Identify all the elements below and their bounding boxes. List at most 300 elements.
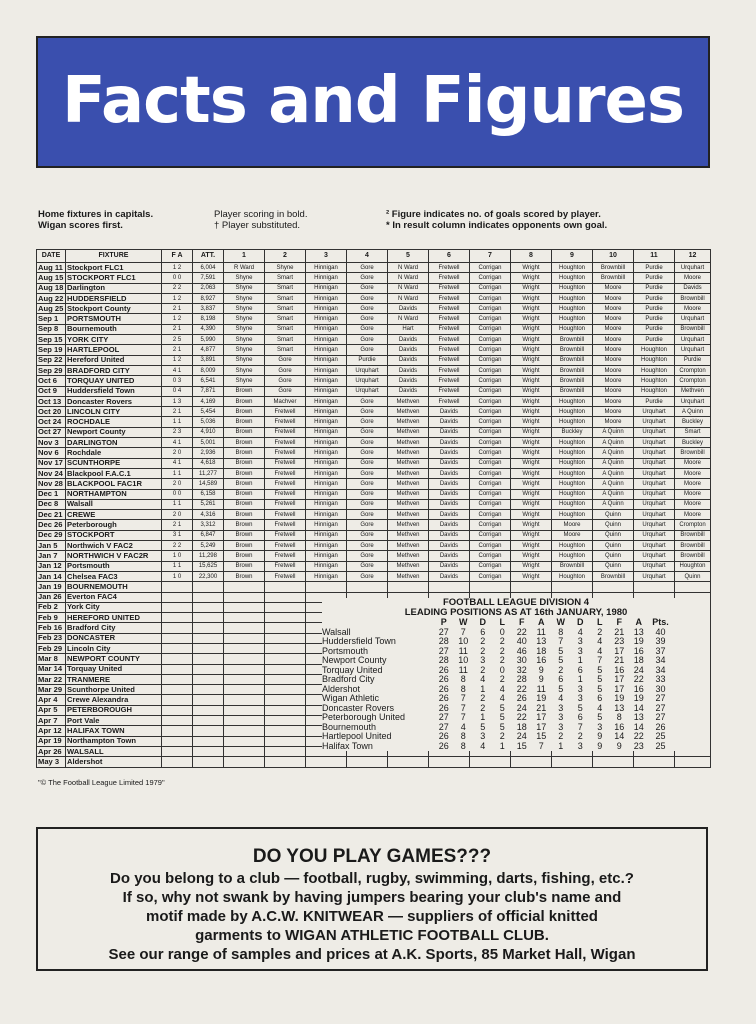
table-cell: 1 2 xyxy=(162,314,193,324)
table-cell: 2 5 xyxy=(162,335,193,345)
league-cell: 4 xyxy=(597,636,603,646)
table-cell: Gore xyxy=(347,571,388,581)
table-cell: Brownbill xyxy=(675,551,711,561)
table-cell: Hinnigan xyxy=(306,551,347,561)
table-cell: Wright xyxy=(511,304,552,314)
table-cell: Smart xyxy=(265,304,306,314)
table-cell: Gore xyxy=(347,468,388,478)
table-cell: Houghton xyxy=(552,571,593,581)
league-cell: 30 xyxy=(655,683,666,694)
table-cell: Davids xyxy=(388,335,429,345)
fixture-date: Nov 28 xyxy=(37,479,66,489)
table-cell: Davids xyxy=(388,345,429,355)
league-cell: 21 xyxy=(614,626,625,637)
fixture-name: YORK CITY xyxy=(66,335,162,345)
advert-heading: DO YOU PLAY GAMES??? xyxy=(252,846,492,867)
table-cell xyxy=(162,592,193,602)
table-cell xyxy=(193,592,224,602)
column-header: 3 xyxy=(306,250,347,263)
table-cell: Houghton xyxy=(552,304,593,314)
fixture-name: Stockport FLC1 xyxy=(66,263,162,273)
table-cell: Moore xyxy=(675,489,711,499)
table-cell xyxy=(265,592,306,602)
table-cell: Quinn xyxy=(593,520,634,530)
table-cell: Wright xyxy=(511,355,552,365)
league-cell: 3 xyxy=(558,702,564,713)
column-header: 11 xyxy=(634,250,675,263)
league-column-header: L xyxy=(597,617,603,627)
table-cell: Methven xyxy=(388,468,429,478)
table-cell: Shyne xyxy=(224,304,265,314)
table-row xyxy=(37,407,711,417)
table-cell: Methven xyxy=(388,407,429,417)
table-cell xyxy=(162,623,193,633)
table-cell: Wright xyxy=(511,376,552,386)
league-cell: 9 xyxy=(538,664,544,675)
table-cell: Houghton xyxy=(552,499,593,509)
table-cell xyxy=(511,757,552,768)
league-column-header: A xyxy=(635,617,642,627)
table-row xyxy=(37,335,711,345)
league-cell: 5 xyxy=(499,702,505,713)
fixture-name: SCUNTHORPE xyxy=(66,458,162,468)
table-cell: Purdie xyxy=(634,263,675,273)
table-cell: Fretwell xyxy=(429,283,470,293)
table-cell xyxy=(675,757,711,768)
league-cell: 4 xyxy=(499,693,505,703)
table-cell: Corrigan xyxy=(470,335,511,345)
league-cell: 4 xyxy=(480,740,486,751)
note-line: Home fixtures in capitals. xyxy=(38,209,154,220)
league-cell: 8 xyxy=(460,731,466,741)
table-cell: Gore xyxy=(265,376,306,386)
league-cell: 6 xyxy=(577,664,583,675)
league-cell: 0 xyxy=(499,664,505,675)
table-cell: Purdie xyxy=(675,355,711,365)
league-subtitle: LEADING POSITIONS AS AT 16th JANUARY, 1980 xyxy=(404,607,628,618)
table-cell: Corrigan xyxy=(470,304,511,314)
league-cell: 25 xyxy=(655,740,666,751)
table-cell: Wright xyxy=(511,479,552,489)
table-cell: 2 1 xyxy=(162,304,193,314)
league-cell: 24 xyxy=(633,664,644,675)
league-cell: 1 xyxy=(480,683,486,694)
table-cell: Houghton xyxy=(552,273,593,283)
fixture-date: Oct 6 xyxy=(37,376,66,386)
league-team: Peterborough United xyxy=(322,712,406,722)
league-cell: 39 xyxy=(655,636,666,646)
league-cell: 2 xyxy=(480,636,486,646)
table-cell: Shyne xyxy=(224,345,265,355)
table-cell: Fretwell xyxy=(265,468,306,478)
table-cell: Brownbill xyxy=(593,263,634,273)
table-cell: Gore xyxy=(347,489,388,499)
table-cell: Corrigan xyxy=(470,355,511,365)
table-cell: Moore xyxy=(593,365,634,375)
fixture-name: DONCASTER xyxy=(66,633,162,643)
table-cell: Moore xyxy=(593,324,634,334)
table-cell xyxy=(224,746,265,756)
note-line: ² Figure indicates no. of goals scored by player. xyxy=(386,209,601,220)
table-cell: Davids xyxy=(429,417,470,427)
table-cell: Moore xyxy=(675,273,711,283)
table-cell: 4 1 xyxy=(162,365,193,375)
fixture-date: Oct 20 xyxy=(37,407,66,417)
table-cell: Moore xyxy=(593,304,634,314)
table-cell: Methven xyxy=(388,530,429,540)
league-cell: 4 xyxy=(480,674,486,684)
fixture-name: Aldershot xyxy=(66,757,162,768)
table-cell: Brownbill xyxy=(552,345,593,355)
table-cell: 0 0 xyxy=(162,489,193,499)
table-cell: 8,198 xyxy=(193,314,224,324)
table-cell: Urquhart xyxy=(634,551,675,561)
table-cell xyxy=(265,582,306,592)
table-cell xyxy=(265,643,306,653)
table-cell: 4,618 xyxy=(193,458,224,468)
table-cell: Machver xyxy=(265,396,306,406)
table-cell: Houghton xyxy=(552,314,593,324)
league-cell: 10 xyxy=(458,636,469,646)
table-cell: Hinnigan xyxy=(306,345,347,355)
league-cell: 17 xyxy=(614,674,625,684)
fixture-date: Oct 24 xyxy=(37,417,66,427)
league-table-panel xyxy=(322,598,710,751)
table-cell: Houghton xyxy=(552,396,593,406)
table-cell: Purdie xyxy=(634,314,675,324)
table-cell: Gore xyxy=(347,263,388,273)
table-cell: Purdie xyxy=(634,273,675,283)
league-cell: 4 xyxy=(499,683,505,694)
table-cell xyxy=(388,757,429,768)
fixture-date: Oct 13 xyxy=(37,396,66,406)
advert-line: If so, why not swank by having jumpers bearing your club's name and xyxy=(122,889,622,906)
table-cell xyxy=(224,726,265,736)
copyright-note: "© The Football League Limited 1979" xyxy=(38,778,165,787)
league-cell: 16 xyxy=(633,683,644,694)
table-cell: Wright xyxy=(511,510,552,520)
table-cell xyxy=(265,654,306,664)
fixture-name: CREWE xyxy=(66,510,162,520)
table-cell: Hinnigan xyxy=(306,304,347,314)
league-cell: 17 xyxy=(536,712,547,722)
table-cell: Quinn xyxy=(593,530,634,540)
table-cell: Moore xyxy=(593,376,634,386)
league-cell: 27 xyxy=(438,721,449,732)
table-cell: Hinnigan xyxy=(306,283,347,293)
table-cell xyxy=(162,602,193,612)
table-cell xyxy=(193,654,224,664)
fixture-date: Apr 19 xyxy=(37,736,66,746)
table-cell: Smart xyxy=(265,335,306,345)
fixture-name: PETERBOROUGH xyxy=(66,705,162,715)
table-cell: Gore xyxy=(347,335,388,345)
fixture-date: Jan 26 xyxy=(37,592,66,602)
table-cell: A Quinn xyxy=(593,479,634,489)
table-cell xyxy=(193,736,224,746)
table-cell xyxy=(162,757,193,768)
table-cell: Corrigan xyxy=(470,520,511,530)
table-cell xyxy=(224,633,265,643)
table-cell xyxy=(265,664,306,674)
table-cell: Brown xyxy=(224,407,265,417)
league-cell: 2 xyxy=(499,731,505,741)
table-row xyxy=(37,438,711,448)
table-cell xyxy=(193,726,224,736)
table-cell: Fretwell xyxy=(429,324,470,334)
fixture-name: STOCKPORT xyxy=(66,530,162,540)
fixture-date: May 3 xyxy=(37,757,66,768)
table-cell: 5,990 xyxy=(193,335,224,345)
table-cell xyxy=(265,613,306,623)
table-cell: 2 3 xyxy=(162,427,193,437)
fixture-date: Feb 16 xyxy=(37,623,66,633)
league-cell: 18 xyxy=(633,655,644,665)
table-row xyxy=(37,489,711,499)
league-cell: 6 xyxy=(558,674,564,684)
table-cell xyxy=(265,736,306,746)
fixture-date: Jan 19 xyxy=(37,582,66,592)
table-row xyxy=(37,314,711,324)
table-cell: Houghton xyxy=(552,283,593,293)
table-cell: Brown xyxy=(224,510,265,520)
table-cell: N Ward xyxy=(388,283,429,293)
table-cell xyxy=(193,674,224,684)
fixture-date: Oct 27 xyxy=(37,427,66,437)
table-cell: Moore xyxy=(593,417,634,427)
column-header: 7 xyxy=(470,250,511,263)
table-cell: Corrigan xyxy=(470,571,511,581)
table-cell: Hinnigan xyxy=(306,396,347,406)
table-cell: Fretwell xyxy=(265,407,306,417)
table-cell: Fretwell xyxy=(429,386,470,396)
table-cell: Buckley xyxy=(675,438,711,448)
league-cell: 27 xyxy=(438,645,449,656)
table-cell: Moore xyxy=(593,396,634,406)
league-cell: 2 xyxy=(499,674,505,684)
league-cell: 26 xyxy=(438,693,449,703)
table-cell: Urquhart xyxy=(634,530,675,540)
table-cell: Smart xyxy=(265,293,306,303)
advert-line: See our range of samples and prices at A.K. Sports, 85 Market Hall, Wigan xyxy=(108,946,636,963)
league-title: FOOTBALL LEAGUE DIVISION 4 xyxy=(442,597,590,608)
fixture-date: Feb 2 xyxy=(37,602,66,612)
league-cell: 13 xyxy=(633,626,644,637)
table-cell: Hinnigan xyxy=(306,355,347,365)
table-cell: 14,589 xyxy=(193,479,224,489)
table-cell: Hinnigan xyxy=(306,365,347,375)
table-cell: Shyne xyxy=(265,263,306,273)
table-cell xyxy=(224,613,265,623)
table-cell: Houghton xyxy=(552,479,593,489)
table-row xyxy=(37,417,711,427)
table-row xyxy=(37,345,711,355)
fixture-date: Sep 29 xyxy=(37,365,66,375)
table-cell: Urquhart xyxy=(347,386,388,396)
table-cell: Wright xyxy=(511,427,552,437)
table-cell: Houghton xyxy=(552,407,593,417)
fixture-name: Bournemouth xyxy=(66,324,162,334)
table-row xyxy=(37,571,711,581)
table-cell: Wright xyxy=(511,448,552,458)
table-cell: Gore xyxy=(265,365,306,375)
table-cell: Gore xyxy=(347,283,388,293)
table-cell: Methven xyxy=(388,479,429,489)
table-cell: 3 1 xyxy=(162,530,193,540)
table-cell: A Quinn xyxy=(593,468,634,478)
table-cell: 4,316 xyxy=(193,510,224,520)
fixture-name: PORTSMOUTH xyxy=(66,314,162,324)
table-cell: Methven xyxy=(388,561,429,571)
table-cell xyxy=(224,592,265,602)
table-cell: Brownbill xyxy=(675,541,711,551)
table-cell: Fretwell xyxy=(265,479,306,489)
table-row xyxy=(37,582,711,592)
league-cell: 19 xyxy=(536,693,547,703)
league-cell: 27 xyxy=(438,626,449,637)
table-cell: 5,001 xyxy=(193,438,224,448)
league-cell: 2 xyxy=(499,636,505,646)
table-row xyxy=(37,757,711,768)
table-cell xyxy=(193,633,224,643)
table-cell: 1 2 xyxy=(162,355,193,365)
league-cell: 11 xyxy=(458,645,468,656)
league-cell: 26 xyxy=(438,702,449,713)
table-cell: 22,300 xyxy=(193,571,224,581)
table-cell xyxy=(593,757,634,768)
league-cell: 4 xyxy=(558,693,564,703)
table-row xyxy=(37,479,711,489)
table-cell: N Ward xyxy=(388,314,429,324)
league-cell: 30 xyxy=(516,655,527,665)
table-cell: Houghton xyxy=(552,541,593,551)
table-cell: Fretwell xyxy=(429,304,470,314)
column-header: 8 xyxy=(511,250,552,263)
table-cell: Corrigan xyxy=(470,417,511,427)
table-cell: Fretwell xyxy=(429,335,470,345)
fixture-name: BLACKPOOL FAC1R xyxy=(66,479,162,489)
table-cell: Moore xyxy=(675,479,711,489)
table-cell: Hinnigan xyxy=(306,335,347,345)
table-cell: Wright xyxy=(511,530,552,540)
table-cell: Methven xyxy=(388,396,429,406)
league-cell: 26 xyxy=(438,731,449,741)
table-cell: Brown xyxy=(224,571,265,581)
league-cell: 3 xyxy=(558,712,564,722)
league-cell: 37 xyxy=(655,645,666,656)
table-cell: Corrigan xyxy=(470,499,511,509)
table-cell: Brownbill xyxy=(552,386,593,396)
league-cell: 5 xyxy=(499,712,505,722)
table-cell xyxy=(675,582,711,592)
fixture-date: Dec 29 xyxy=(37,530,66,540)
league-column-header: W xyxy=(556,617,565,627)
table-cell xyxy=(193,757,224,768)
table-cell: Corrigan xyxy=(470,561,511,571)
table-cell: 2 1 xyxy=(162,345,193,355)
table-cell: Smart xyxy=(675,427,711,437)
table-cell: Wright xyxy=(511,489,552,499)
table-cell: Davids xyxy=(429,530,470,540)
league-cell: 4 xyxy=(597,645,603,656)
table-cell: 1 0 xyxy=(162,571,193,581)
fixture-date: Sep 15 xyxy=(37,335,66,345)
league-cell: 4 xyxy=(577,626,583,637)
table-cell: Urquhart xyxy=(675,396,711,406)
table-cell: Hart xyxy=(388,324,429,334)
table-cell: Methven xyxy=(388,541,429,551)
fixture-date: Jan 7 xyxy=(37,551,66,561)
table-cell: 2 1 xyxy=(162,407,193,417)
league-cell: 1 xyxy=(480,712,486,722)
table-cell: Urquhart xyxy=(675,335,711,345)
fixture-name: HARTLEPOOL xyxy=(66,345,162,355)
league-cell: 4 xyxy=(597,702,603,713)
league-cell: 16 xyxy=(614,721,625,732)
table-cell: A Quinn xyxy=(593,499,634,509)
table-cell: Corrigan xyxy=(470,396,511,406)
table-cell: Wright xyxy=(511,283,552,293)
table-cell: Smart xyxy=(265,283,306,293)
table-cell: Hinnigan xyxy=(306,448,347,458)
fixture-date: Sep 1 xyxy=(37,314,66,324)
league-cell: 3 xyxy=(577,693,583,703)
table-cell: Urquhart xyxy=(634,438,675,448)
table-cell: 7,591 xyxy=(193,273,224,283)
league-cell: 17 xyxy=(536,721,547,732)
table-cell xyxy=(162,726,193,736)
table-cell xyxy=(162,705,193,715)
league-cell: 25 xyxy=(655,731,666,741)
table-cell: A Quinn xyxy=(593,458,634,468)
table-cell: 1 3 xyxy=(162,396,193,406)
table-cell: Methven xyxy=(388,417,429,427)
fixture-date: Sep 8 xyxy=(37,324,66,334)
table-cell: Gore xyxy=(347,407,388,417)
table-cell: Davids xyxy=(429,448,470,458)
table-cell: N Ward xyxy=(388,263,429,273)
table-cell xyxy=(265,757,306,768)
league-cell: 6 xyxy=(577,712,583,722)
table-row xyxy=(37,386,711,396)
league-cell: 3 xyxy=(577,645,583,656)
table-cell: 5,454 xyxy=(193,407,224,417)
table-cell: Corrigan xyxy=(470,365,511,375)
table-cell: Methven xyxy=(388,458,429,468)
league-cell: 27 xyxy=(655,712,666,722)
fixture-date: Mar 8 xyxy=(37,654,66,664)
fixture-name: LINCOLN CITY xyxy=(66,407,162,417)
table-cell: Urquhart xyxy=(634,407,675,417)
fixture-name: Scunthorpe United xyxy=(66,685,162,695)
table-cell: Brownbill xyxy=(593,273,634,283)
table-cell: Purdie xyxy=(634,335,675,345)
fixture-name: HUDDERSFIELD xyxy=(66,293,162,303)
league-cell: 28 xyxy=(516,674,527,684)
table-cell: 15,625 xyxy=(193,561,224,571)
table-row xyxy=(37,541,711,551)
table-cell: 6,158 xyxy=(193,489,224,499)
table-cell: Brownbill xyxy=(675,324,711,334)
league-team: Wigan Athletic xyxy=(322,693,380,703)
table-cell: Brownbill xyxy=(675,293,711,303)
table-cell: Brownbill xyxy=(552,355,593,365)
league-cell: 5 xyxy=(558,683,564,694)
table-cell: Wright xyxy=(511,293,552,303)
fixture-date: Apr 12 xyxy=(37,726,66,736)
table-cell: Urquhart xyxy=(634,510,675,520)
table-cell: Brown xyxy=(224,386,265,396)
